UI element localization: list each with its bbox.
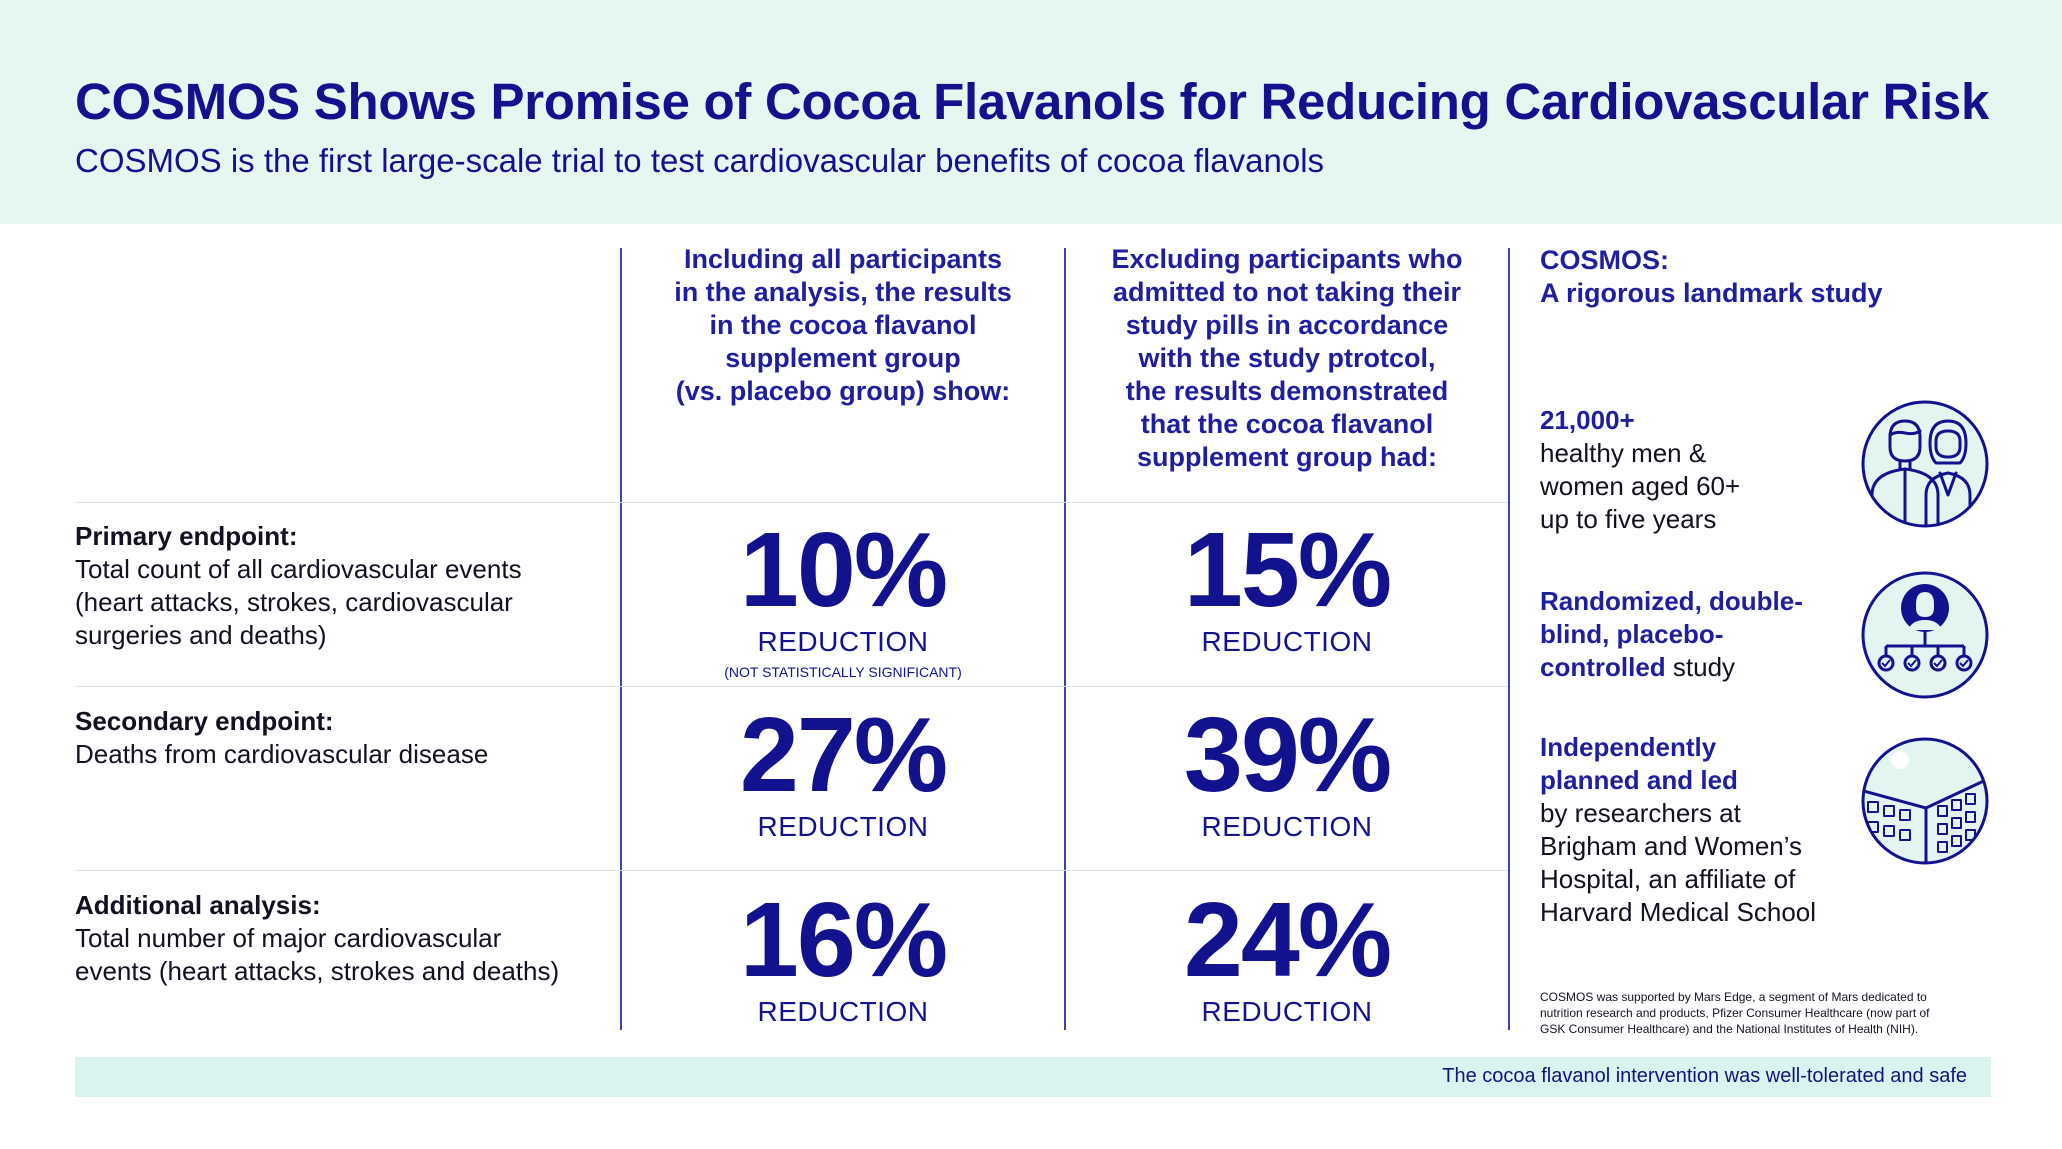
org-chart-icon	[1860, 570, 1990, 700]
reduction-label: REDUCTION	[757, 996, 929, 1027]
sidebar-heading-line: A rigorous landmark study	[1540, 278, 1883, 308]
percentage-value: 24%	[1183, 881, 1391, 999]
independence-info	[1540, 731, 1816, 929]
row-divider-2	[75, 686, 1508, 687]
column-heading-line: supplement group had:	[1137, 442, 1437, 472]
result-primary-all	[622, 511, 1064, 680]
design-rest: study	[1665, 652, 1736, 682]
participants-line: healthy men &	[1540, 438, 1707, 468]
result-secondary-all	[622, 696, 1064, 843]
funding-footnote	[1540, 989, 1990, 1037]
design-bold-line: controlled	[1540, 652, 1666, 682]
reduction-label: REDUCTION	[1201, 996, 1373, 1027]
row-label-secondary-endpoint	[75, 705, 595, 771]
design-bold-line: Randomized, double-	[1540, 586, 1803, 616]
independent-bold-line: Independently	[1540, 732, 1717, 762]
row-title: Additional analysis:	[75, 890, 321, 920]
footer-text: The cocoa flavanol intervention was well-tolerated and safe	[1442, 1065, 1967, 1087]
column-heading-line: Including all participants	[683, 244, 1003, 274]
independent-line: Hospital, an affiliate of	[1540, 864, 1796, 894]
result-secondary-excluding	[1066, 696, 1508, 843]
footnote-line: COSMOS was supported by Mars Edge, a segment of Mars dedicated to	[1540, 990, 1927, 1004]
percentage-value: 15%	[1183, 511, 1391, 629]
participants-line: women aged 60+	[1540, 471, 1741, 501]
column-heading-line: study pills in accordance	[1125, 310, 1449, 340]
participants-line: up to five years	[1540, 504, 1717, 534]
column-heading-line: Excluding participants who	[1111, 244, 1463, 274]
participants-count: 21,000+	[1540, 405, 1635, 435]
row-description-line: events (heart attacks, strokes and deaths)	[75, 956, 560, 986]
column-heading-line: admitted to not taking their	[1113, 277, 1461, 307]
row-label-primary-endpoint	[75, 520, 595, 652]
percentage-value: 16%	[739, 881, 947, 999]
footnote-line: GSK Consumer Healthcare) and the National Institutes of Health (NIH).	[1540, 1022, 1919, 1036]
percentage-value: 10%	[739, 511, 947, 629]
column-heading-line: with the study ptrotcol,	[1138, 343, 1436, 373]
hospital-building-icon	[1860, 736, 1990, 866]
row-description-line: (heart attacks, strokes, cardiovascular	[75, 587, 513, 617]
row-divider-3	[75, 870, 1508, 871]
column-heading-line: that the cocoa flavanol	[1140, 409, 1434, 439]
page-title: COSMOS Shows Promise of Cocoa Flavanols for Reducing Cardiovascular Risk	[75, 73, 1990, 130]
footer-bar	[75, 1057, 1991, 1097]
column-heading-all-participants	[622, 243, 1064, 408]
reduction-label: REDUCTION	[1201, 626, 1373, 657]
reduction-label: REDUCTION	[1201, 811, 1373, 842]
reduction-label: REDUCTION	[757, 811, 929, 842]
row-title: Secondary endpoint:	[75, 706, 334, 736]
column-heading-line: the results demonstrated	[1125, 376, 1449, 406]
independent-bold-line: planned and led	[1540, 765, 1738, 795]
footnote-line: nutrition research and products, Pfizer Consumer Healthcare (now part of	[1540, 1006, 1930, 1020]
sidebar-heading	[1540, 244, 1883, 310]
result-primary-excluding	[1066, 511, 1508, 658]
row-label-additional-analysis	[75, 889, 595, 988]
row-title: Primary endpoint:	[75, 521, 298, 551]
column-heading-line: supplement group	[725, 343, 961, 373]
percentage-value: 27%	[739, 696, 947, 814]
sidebar-heading-line: COSMOS:	[1540, 245, 1670, 275]
independent-line: Brigham and Women’s	[1540, 831, 1803, 861]
people-icon	[1860, 399, 1990, 529]
column-heading-line: in the analysis, the results	[674, 277, 1012, 307]
percentage-value: 39%	[1183, 696, 1391, 814]
row-description-line: surgeries and deaths)	[75, 620, 327, 650]
column-heading-line: in the cocoa flavanol	[709, 310, 977, 340]
row-divider-1	[75, 502, 1508, 503]
column-heading-excluding	[1066, 243, 1508, 474]
column-heading-line: (vs. placebo group) show:	[675, 376, 1011, 406]
result-additional-excluding	[1066, 881, 1508, 1028]
row-description-line: Total number of major cardiovascular	[75, 923, 502, 953]
row-description-line: Total count of all cardiovascular events	[75, 554, 522, 584]
result-additional-all	[622, 881, 1064, 1028]
independent-line: Harvard Medical School	[1540, 897, 1817, 927]
design-bold-line: blind, placebo-	[1540, 619, 1724, 649]
column-divider-3	[1508, 248, 1510, 1030]
significance-note: (NOT STATISTICALLY SIGNIFICANT)	[724, 664, 962, 680]
row-description-line: Deaths from cardiovascular disease	[75, 739, 489, 769]
study-design-info	[1540, 585, 1803, 684]
page-subtitle: COSMOS is the first large-scale trial to test cardiovascular benefits of cocoa flavanols	[75, 142, 1325, 179]
independent-line: by researchers at	[1540, 798, 1741, 828]
participants-info	[1540, 404, 1740, 536]
reduction-label: REDUCTION	[757, 626, 929, 657]
